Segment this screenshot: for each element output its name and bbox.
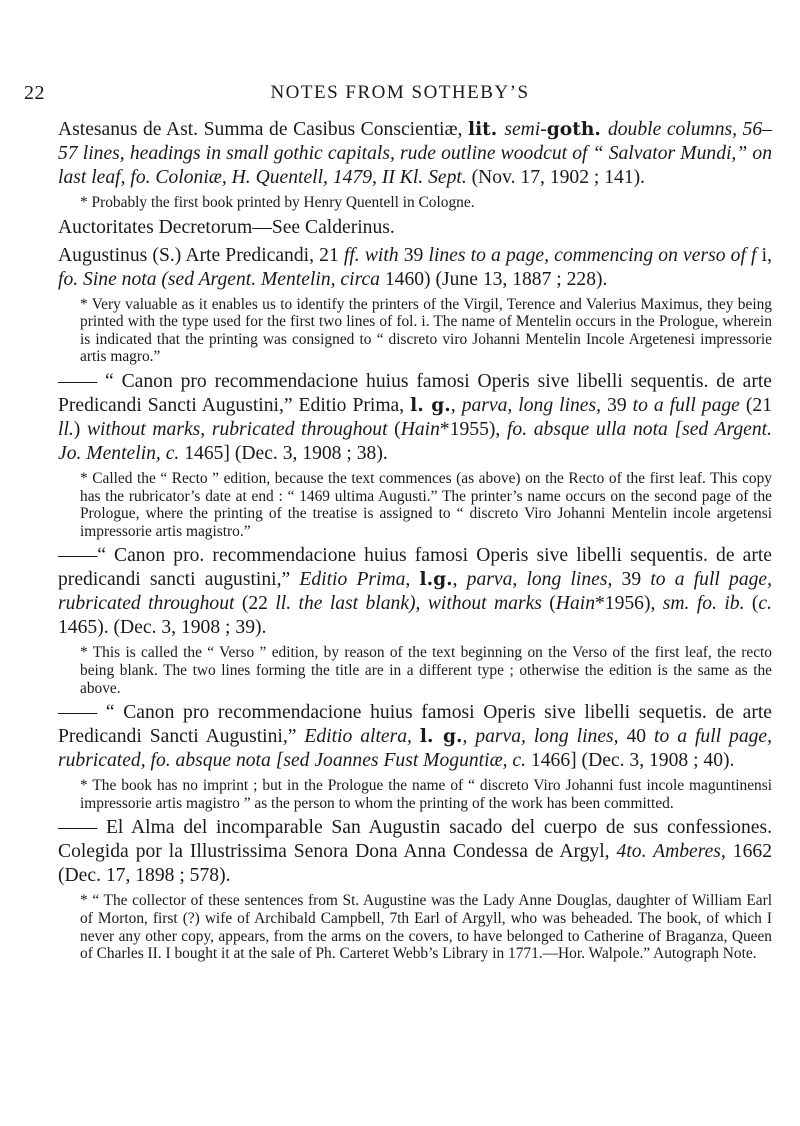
- entry-text: 1465). (Dec. 3, 1908 ; 39).: [58, 617, 267, 639]
- entry-text: ,: [452, 569, 467, 591]
- entry-text: [410, 569, 419, 590]
- catalogue-body: [58, 118, 772, 967]
- entry-text: ,: [462, 726, 476, 748]
- entry-italic-text: parva, long lines,: [475, 726, 619, 748]
- entry-italic-text: Editio altera,: [304, 726, 412, 748]
- entry-italic-text: without marks, rubricated throughout: [86, 418, 388, 440]
- entry-text: Astesanus de Ast. Summa de Casibus Conscientiæ,: [58, 119, 468, 140]
- entry-italic-text: Hain: [400, 418, 440, 440]
- entry-text: (: [387, 418, 401, 440]
- entry-text: —— “ Canon pro recommendacione huius famosi Operis sive libelli sequetis. de arte Predicandi Sancti Augustini,”: [58, 702, 772, 748]
- entry-text: —— “ Canon pro recommendacione huius famosi Operis sive libelli sequentis. de arte Predicandi Sancti Augustini,” Editio Prima,: [58, 370, 772, 416]
- entry-footnote: * “ The collector of these sentences from St. Augustine was the Lady Anne Douglas, daughter of William Earl of Morton, first (?) wife of Archibald Campbell, 7th Earl of Argyll, who was beheaded. The book, of which I never any other copy, appears, from the arms on the covers, to have belonged to Catherine of Braganza, Queen of Charles II. I bought it at the sale of Ph. Carteret Webb’s Library in 1771.—Hor. Walpole.” Autograph Note.: [80, 892, 772, 963]
- entry-gothic-text: l. g.: [419, 726, 463, 748]
- entry-footnote: * Very valuable as it enables us to identify the printers of the Virgil, Terence and Valerius Maximus, they being printed with the type used for the first two lines of fol. i. The name of Mentelin occurs in the Prologue, wherein is indicated that the printing was consigned to “ discreto viro Johanni Mentelin Incole Argetenesi impressorie artis magro.”: [80, 295, 772, 366]
- catalogue-entry: [58, 701, 772, 773]
- entry-text: 39: [601, 394, 633, 416]
- catalogue-entry: [58, 244, 772, 292]
- entry-italic-text: ll.: [58, 418, 74, 440]
- entry-italic-text: c.: [758, 593, 772, 615]
- entry-text: 1460) (June 13, 1887 ; 228).: [379, 268, 608, 290]
- entry-footnote: * Called the “ Recto ” edition, because the text commences (as above) on the Recto of the first leaf. This copy has the rubricator’s date at end : “ 1469 ultima Augusti.” The printer’s name occurs on the second page of the Prologue, where the printing of the treatise is assigned to “ discreto Viro Johanni Mentelin incole argetensi impressorie artis magistro.”: [80, 469, 772, 540]
- entry-italic-text: Hain: [555, 593, 595, 615]
- entry-text: (22: [234, 593, 276, 615]
- entry-text: Auctoritates Decretorum—See Calderinus.: [58, 216, 395, 238]
- entry-text: 39: [398, 244, 429, 266]
- entry-text: 39: [612, 569, 651, 591]
- entry-text: (Nov. 17, 1902 ; 141).: [466, 167, 646, 188]
- entry-text: i,: [756, 244, 772, 266]
- catalogue-entry: [58, 216, 772, 240]
- running-title: NOTES FROM SOTHEBY’S: [270, 82, 530, 103]
- entry-italic-text: fo. absque ulla nota [sed Argent. Jo. Mentelin, c.: [58, 418, 772, 464]
- entry-gothic-text: goth.: [546, 119, 608, 140]
- entry-text: 40: [618, 726, 655, 748]
- entry-italic-text: parva, long lines,: [461, 394, 602, 416]
- entry-text: Augustinus (S.) Arte Predicandi, 21: [58, 244, 344, 266]
- entry-text: (: [744, 593, 759, 615]
- entry-gothic-text: l.g.: [419, 569, 453, 591]
- entry-text: 1465] (Dec. 3, 1908 ; 38).: [179, 442, 388, 464]
- entry-gothic-text: lit.: [468, 119, 505, 140]
- entry-text: (: [541, 593, 556, 615]
- entry-text: ——“ Canon pro. recommendacione huius famosi Operis sive libelli sequentis. de arte predicandi sancti augustini,”: [58, 545, 772, 591]
- entry-text: ,: [450, 394, 462, 416]
- entry-italic-text: Editio Prima,: [299, 569, 411, 591]
- page-header: [0, 82, 800, 106]
- entry-italic-text: parva, long lines,: [466, 569, 613, 591]
- entry-italic-text: lines to a page, commencing on verso of f: [428, 244, 757, 266]
- entry-italic-text: to a full page, rubricated, fo. absque nota [sed Joannes Fust Moguntiæ, c.: [58, 726, 773, 772]
- entry-footnote: * This is called the “ Verso ” edition, by reason of the text beginning on the Verso of the first leaf, the recto being blank. The two lines forming the title are in a different type ; otherwise the edition is the same as the above.: [80, 644, 772, 697]
- catalogue-entry: [58, 544, 772, 640]
- entry-italic-text: sm. fo. ib.: [662, 593, 745, 615]
- catalogue-entry: [58, 370, 772, 466]
- entry-italic-text: to a full page, rubricated throughout: [58, 569, 773, 615]
- entry-footnote: * Probably the first book printed by Henry Quentell in Cologne.: [80, 194, 475, 211]
- entry-italic-text: 4to. Amberes,: [616, 841, 726, 863]
- entry-italic-text: semi-: [504, 119, 547, 140]
- entry-italic-text: to a full page: [632, 394, 740, 416]
- entry-text: —— El Alma del incomparable San Augustin sacado del cuerpo de sus confessiones. Colegida por la Illustrissima Senora Dona Anna Condessa de Argyl,: [58, 817, 772, 863]
- entry-italic-text: double columns, 56–57 lines, headings in small gothic capitals, rude outline woodcut of “ Salvator Mundi,” on last leaf, fo. Coloniæ, H. Quentell, 1479, II Kl. Sept.: [58, 119, 772, 188]
- entry-text: *1955),: [439, 418, 507, 440]
- page-number: 22: [24, 82, 45, 104]
- entry-text: (21: [739, 394, 772, 416]
- entry-text: 1662 (Dec. 17, 1898 ; 578).: [58, 841, 772, 887]
- entry-italic-text: ff. with: [343, 244, 399, 266]
- entry-text: [412, 726, 420, 747]
- entry-italic-text: ll. the last blank), without marks: [275, 593, 542, 615]
- entry-text: *1956),: [594, 593, 663, 615]
- catalogue-entry: [58, 816, 772, 888]
- entry-text: ): [73, 418, 87, 440]
- entry-gothic-text: l. g.: [410, 394, 451, 416]
- entry-footnote: * The book has no imprint ; but in the Prologue the name of “ discreto Viro Johanni fust incole maguntinensi impressorie artis magistro ” as the person to whom the printing of the work has been committed.: [80, 777, 772, 812]
- entry-text: 1466] (Dec. 3, 1908 ; 40).: [526, 750, 735, 772]
- entry-italic-text: fo. Sine nota (sed Argent. Mentelin, circa: [58, 268, 380, 290]
- catalogue-entry: [58, 118, 772, 190]
